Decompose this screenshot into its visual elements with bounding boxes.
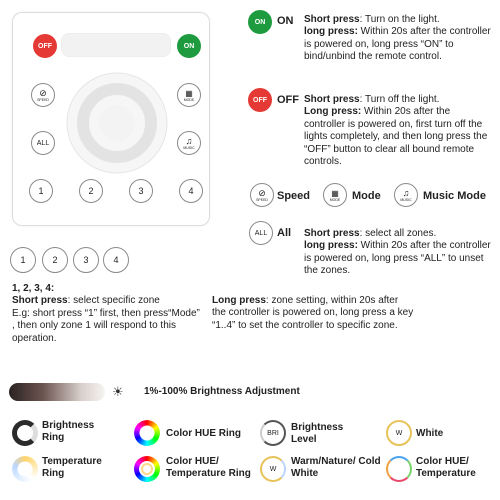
zone-legend-3: 3 (73, 247, 99, 273)
all-button[interactable]: ALL (31, 131, 55, 155)
zone-1-button[interactable]: 1 (29, 179, 53, 203)
remote-control (12, 12, 210, 226)
temperature-ring-label: Temperature Ring (42, 456, 102, 479)
zone-4-button[interactable]: 4 (179, 179, 203, 203)
speed-legend-icon: ⊘ SPEED (250, 183, 274, 207)
speed-button[interactable]: ⊘ SPEED (31, 83, 55, 107)
mode-button[interactable]: ▦ MODE (177, 83, 201, 107)
long-press-zone-description: Long press: zone setting, within 20s after the controller is powered on, long press a key “1..4” to set the controller to specific zone. (212, 295, 414, 331)
warm-cold-white-label: Warm/Nature/ Cold White (291, 456, 381, 479)
brightness-ring-label: Brightness Ring (42, 420, 95, 443)
zone-legend-1: 1 (10, 247, 36, 273)
off-badge: OFF (248, 88, 272, 112)
on-button[interactable]: ON (177, 34, 201, 58)
brightness-label: 1%-100% Brightness Adjustment (144, 386, 300, 397)
hue-temperature-label: Color HUE/ Temperature (416, 456, 476, 479)
zone-3-button[interactable]: 3 (129, 179, 153, 203)
white-label: White (416, 428, 444, 439)
on-badge: ON (248, 10, 272, 34)
all-title: All (277, 227, 292, 239)
all-description: Short press: select all zones. long press: Within 20s after the controller is powered on, long press “ALL” to unset the zones. (304, 228, 491, 277)
hue-temperature-icon (386, 456, 412, 482)
music-button[interactable]: ♫ MUSIC (177, 131, 201, 155)
on-title: ON (277, 15, 294, 27)
music-legend-icon: ♫ MUSIC (394, 183, 418, 207)
brightness-level-icon: BRI (260, 420, 286, 446)
brightness-level-label: Brightness Level (291, 422, 344, 445)
hue-ring-label: Color HUE Ring (166, 428, 241, 439)
white-icon: W (386, 420, 412, 446)
music-legend-label: Music Mode (423, 190, 486, 202)
temperature-ring-icon (12, 456, 38, 482)
hue-temperature-ring-icon (134, 456, 160, 482)
zone-legend-4: 4 (103, 247, 129, 273)
zone-legend-2: 2 (42, 247, 68, 273)
off-description: Short press: Turn off the light. Long press: Within 20s after the controller is powered on, first turn off the lights completely, and then long press the “OFF” button to clear all bound remote controls. (304, 94, 488, 168)
music-icon: ♫ (185, 135, 193, 146)
brightness-gradient-bar (9, 383, 105, 401)
zone-2-button[interactable]: 2 (79, 179, 103, 203)
on-description: Short press: Turn on the light. long press: Within 20s after the controller is powered on, long press “ON” to bind/unbind the remote control. (304, 14, 491, 63)
speed-icon: ⊘ (39, 87, 47, 98)
mode-legend-label: Mode (352, 190, 381, 202)
warm-cold-white-icon: W (260, 456, 286, 482)
sun-icon: ☀ (112, 384, 124, 399)
zone-description: 1, 2, 3, 4: Short press: select specific zone E.g: short press “1” first, then press“Mode” , then only zone 1 will respond to this operation. (12, 283, 200, 344)
hue-temperature-ring-label: Color HUE/ Temperature Ring (166, 456, 251, 479)
off-title: OFF (277, 94, 299, 106)
brightness-ring-icon (12, 420, 38, 446)
mode-icon: ▦ (185, 88, 193, 98)
mode-legend-icon: ▦ MODE (323, 183, 347, 207)
speed-legend-label: Speed (277, 190, 311, 202)
all-badge: ALL (249, 221, 273, 245)
off-button[interactable]: OFF (33, 34, 57, 58)
remote-display-bar (61, 33, 171, 57)
hue-ring-icon (134, 420, 160, 446)
touch-wheel[interactable] (65, 71, 169, 175)
